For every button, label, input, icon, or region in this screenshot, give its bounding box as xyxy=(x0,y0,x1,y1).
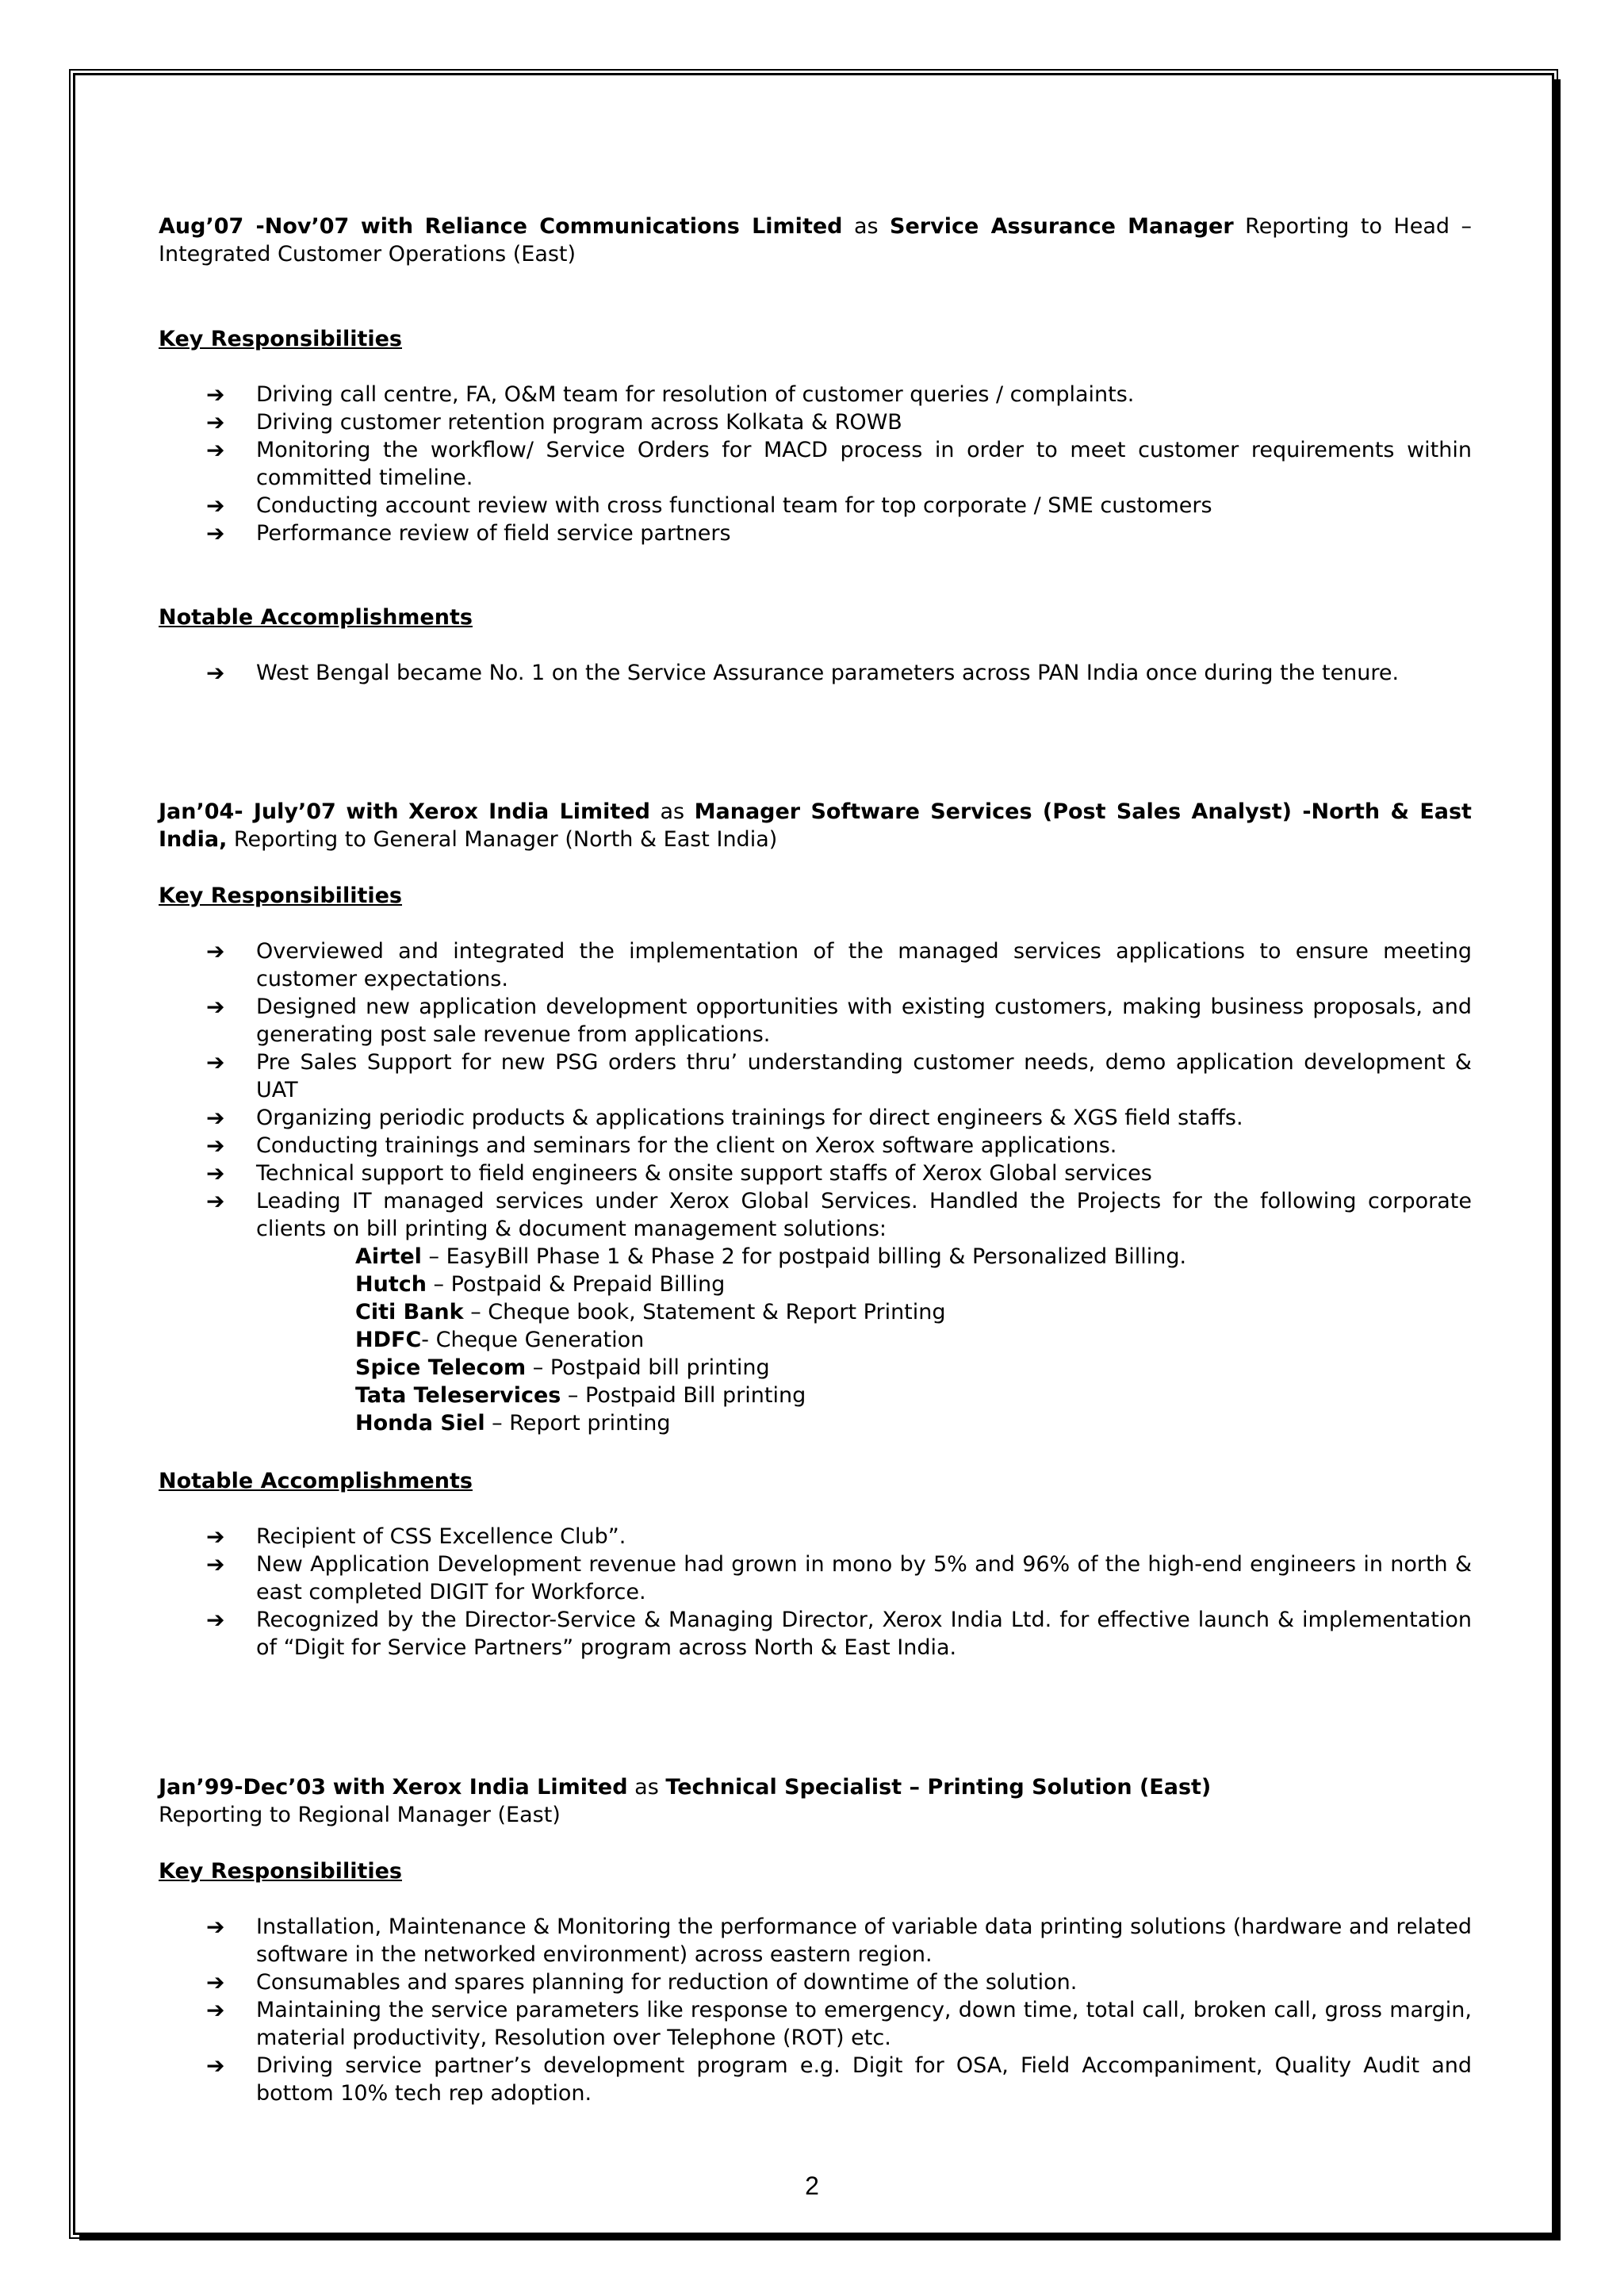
arrow-bullet-icon: ➔ xyxy=(206,994,225,1020)
responsibility-item xyxy=(159,1048,1472,1104)
job1-with: with xyxy=(360,214,414,239)
job2-reporting: Reporting to General Manager (North & East India) xyxy=(233,827,778,852)
job2-responsibilities-list xyxy=(159,937,1472,1243)
arrow-bullet-icon: ➔ xyxy=(206,1997,225,2023)
responsibility-item xyxy=(159,1159,1472,1187)
responsibility-item xyxy=(159,436,1472,492)
job3-company: Xerox India Limited xyxy=(392,1775,628,1800)
responsibility-item xyxy=(159,1187,1472,1243)
job3-period: Jan’99-Dec’03 xyxy=(159,1775,327,1800)
responsibility-item xyxy=(159,1996,1472,2052)
accomplishment-item xyxy=(159,659,1472,687)
job3-role: Technical Specialist – Printing Solution (East) xyxy=(665,1775,1212,1800)
client-item xyxy=(159,1326,1472,1354)
job1-role: Service Assurance Manager xyxy=(890,214,1234,239)
accomplishment-item-text: New Application Development revenue had grown in mono by 5% and 96% of the high-end engineers in north & east completed DIGIT for Workforce. xyxy=(256,1552,1472,1604)
arrow-bullet-icon: ➔ xyxy=(206,409,225,435)
arrow-bullet-icon: ➔ xyxy=(206,660,225,686)
client-detail: – Postpaid bill printing xyxy=(526,1355,770,1380)
responsibility-item xyxy=(159,381,1472,408)
responsibility-item xyxy=(159,1104,1472,1132)
client-name: Hutch xyxy=(355,1272,427,1297)
accomplishment-item-text: Recognized by the Director-Service & Managing Director, Xerox India Ltd. for effective launch & implementation of “Digit for Service Partners” program across North & East India. xyxy=(256,1608,1472,1660)
client-name: Spice Telecom xyxy=(355,1355,527,1380)
responsibility-item-text: Driving customer retention program across Kolkata & ROWB xyxy=(256,410,902,435)
job2-clients-list xyxy=(159,1243,1472,1437)
client-name: Honda Siel xyxy=(355,1411,485,1435)
client-item xyxy=(159,1271,1472,1298)
job2-as: as xyxy=(660,799,685,824)
job3-with: with xyxy=(332,1775,386,1800)
arrow-bullet-icon: ➔ xyxy=(206,1914,225,1940)
accomplishment-item-text: Recipient of CSS Excellence Club”. xyxy=(256,1524,626,1549)
job2-accomplishments-list xyxy=(159,1523,1472,1662)
responsibility-item-text: Designed new application development opportunities with existing customers, making business proposals, and generating post sale revenue from applications. xyxy=(256,995,1472,1047)
responsibility-item-text: Technical support to field engineers & onsite support staffs of Xerox Global services xyxy=(256,1161,1152,1186)
client-detail: – Report printing xyxy=(485,1411,671,1435)
arrow-bullet-icon: ➔ xyxy=(206,1969,225,1995)
client-name: Airtel xyxy=(355,1244,422,1269)
arrow-bullet-icon: ➔ xyxy=(206,1524,225,1550)
client-detail: – Postpaid Bill printing xyxy=(561,1383,806,1408)
job1-reporting: Reporting to Head – Integrated Customer Operations (East) xyxy=(159,214,1472,266)
job3-reporting: Reporting to Regional Manager (East) xyxy=(159,1803,561,1827)
responsibility-item-text: Performance review of field service partners xyxy=(256,521,731,546)
responsibility-item xyxy=(159,2052,1472,2107)
responsibility-item xyxy=(159,993,1472,1048)
job1-accomplishments-list xyxy=(159,659,1472,687)
accomplishment-item xyxy=(159,1523,1472,1550)
responsibility-item-text: Monitoring the workflow/ Service Orders for MACD process in order to meet customer requirements within committed timeline. xyxy=(256,438,1472,490)
responsibility-item xyxy=(159,1968,1472,1996)
responsibility-item xyxy=(159,519,1472,547)
job3-responsibilities-list xyxy=(159,1913,1472,2107)
client-item xyxy=(159,1298,1472,1326)
job2-header xyxy=(159,798,1472,853)
client-name: Citi Bank xyxy=(355,1300,464,1324)
arrow-bullet-icon: ➔ xyxy=(206,1551,225,1577)
responsibility-item-text: Overviewed and integrated the implementation of the managed services applications to ensure meeting customer expectations. xyxy=(256,939,1472,991)
responsibility-item-text: Maintaining the service parameters like response to emergency, down time, total call, broken call, gross margin, material productivity, Resolution over Telephone (ROT) etc. xyxy=(256,1998,1472,2050)
client-name: HDFC xyxy=(355,1328,422,1352)
client-item xyxy=(159,1243,1472,1271)
responsibility-item-text: Installation, Maintenance & Monitoring the performance of variable data printing solutions (hardware and related software in the networked environment) across eastern region. xyxy=(256,1915,1472,1967)
job2-responsibilities-heading: Key Responsibilities xyxy=(159,884,402,908)
arrow-bullet-icon: ➔ xyxy=(206,381,225,408)
job2-responsibilities-block xyxy=(159,937,1472,1437)
responsibility-item-text: Conducting account review with cross functional team for top corporate / SME customers xyxy=(256,493,1212,518)
job1-responsibilities-list xyxy=(159,381,1472,547)
responsibility-item-text: Driving call centre, FA, O&M team for resolution of customer queries / complaints. xyxy=(256,382,1135,407)
arrow-bullet-icon: ➔ xyxy=(206,1133,225,1159)
arrow-bullet-icon: ➔ xyxy=(206,437,225,463)
arrow-bullet-icon: ➔ xyxy=(206,1105,225,1131)
responsibility-item xyxy=(159,1913,1472,1968)
accomplishment-item xyxy=(159,1606,1472,1662)
job3-as: as xyxy=(634,1775,659,1800)
job1-accomplishments-heading: Notable Accomplishments xyxy=(159,605,473,630)
job3-header xyxy=(159,1773,1472,1829)
responsibility-item-text: Leading IT managed services under Xerox Global Services. Handled the Projects for the following corporate clients on bill printing & document management solutions: xyxy=(256,1189,1472,1241)
job1-responsibilities-heading: Key Responsibilities xyxy=(159,327,402,351)
arrow-bullet-icon: ➔ xyxy=(206,1188,225,1214)
accomplishment-item xyxy=(159,1550,1472,1606)
responsibility-item xyxy=(159,1132,1472,1159)
client-item xyxy=(159,1409,1472,1437)
client-detail: – Cheque book, Statement & Report Printing xyxy=(463,1300,946,1324)
job1-header xyxy=(159,213,1472,268)
arrow-bullet-icon: ➔ xyxy=(206,1607,225,1633)
responsibility-item xyxy=(159,408,1472,436)
arrow-bullet-icon: ➔ xyxy=(206,938,225,964)
job1-company: Reliance Communications Limited xyxy=(424,214,843,239)
client-name: Tata Teleservices xyxy=(355,1383,561,1408)
job1-period: Aug’07 -Nov’07 xyxy=(159,214,350,239)
client-detail: – EasyBill Phase 1 & Phase 2 for postpaid billing & Personalized Billing. xyxy=(421,1244,1187,1269)
job2-with: with xyxy=(346,799,399,824)
arrow-bullet-icon: ➔ xyxy=(206,2053,225,2079)
responsibility-item-text: Pre Sales Support for new PSG orders thru’ understanding customer needs, demo application development & UAT xyxy=(256,1050,1472,1102)
job1-as: as xyxy=(853,214,879,239)
responsibility-item-text: Conducting trainings and seminars for the client on Xerox software applications. xyxy=(256,1133,1117,1158)
job2-role: Manager Software Services (Post Sales Analyst) -North & East India, xyxy=(159,799,1472,852)
responsibility-item-text: Driving service partner’s development program e.g. Digit for OSA, Field Accompaniment, Quality Audit and bottom 10% tech rep adoption. xyxy=(256,2053,1472,2106)
client-item xyxy=(159,1354,1472,1382)
page-number: 2 xyxy=(805,2171,819,2200)
client-detail: – Postpaid & Prepaid Billing xyxy=(426,1272,726,1297)
job2-period: Jan’04- July’07 xyxy=(159,799,336,824)
arrow-bullet-icon: ➔ xyxy=(206,520,225,546)
responsibility-item xyxy=(159,937,1472,993)
responsibility-item-text: Organizing periodic products & applications trainings for direct engineers & XGS field staffs. xyxy=(256,1106,1243,1130)
accomplishment-item-text: West Bengal became No. 1 on the Service Assurance parameters across PAN India once during the tenure. xyxy=(256,661,1400,685)
job2-company: Xerox India Limited xyxy=(408,799,650,824)
client-detail: - Cheque Generation xyxy=(421,1328,645,1352)
client-item xyxy=(159,1382,1472,1409)
arrow-bullet-icon: ➔ xyxy=(206,493,225,519)
job2-accomplishments-heading: Notable Accomplishments xyxy=(159,1469,473,1493)
job3-responsibilities-heading: Key Responsibilities xyxy=(159,1859,402,1884)
arrow-bullet-icon: ➔ xyxy=(206,1160,225,1186)
arrow-bullet-icon: ➔ xyxy=(206,1049,225,1075)
responsibility-item-text: Consumables and spares planning for reduction of downtime of the solution. xyxy=(256,1970,1078,1995)
responsibility-item xyxy=(159,492,1472,519)
